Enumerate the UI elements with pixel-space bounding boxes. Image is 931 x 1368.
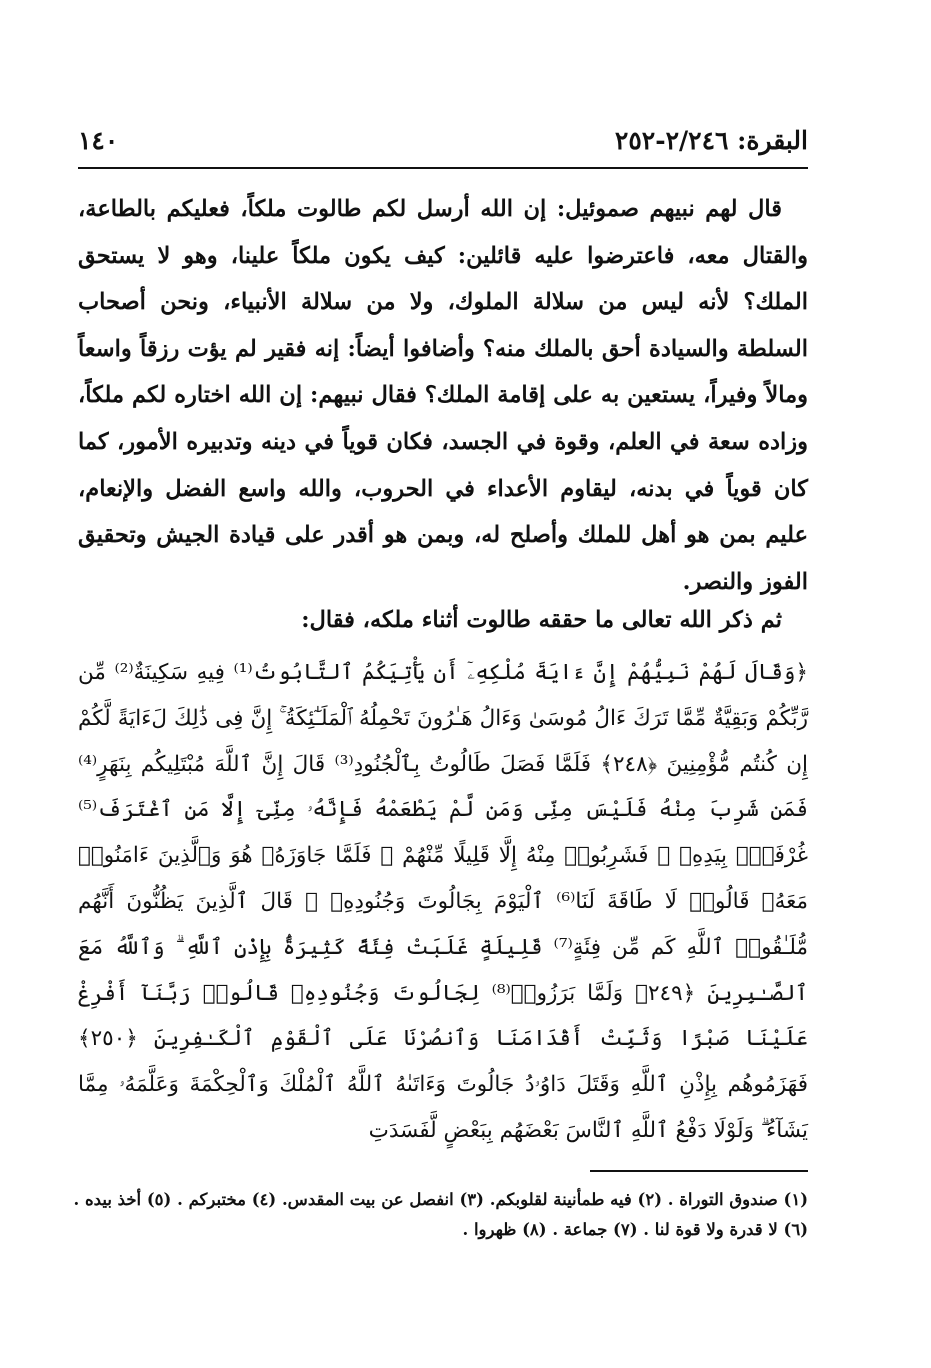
transition-line: ثم ذكر الله تعالى ما حققه طالوت أثناء ملكه، فقال: <box>301 607 782 633</box>
header-divider <box>78 167 808 169</box>
footnote-divider <box>590 1170 808 1172</box>
commentary-text <box>78 186 808 605</box>
quran-verses <box>78 650 808 1154</box>
page-number: ١٤٠ <box>78 126 119 155</box>
footnote-line-1: (١) صندوق التوراة . (٢) فيه طمأنينة لقلوبكم. (٣) انفصل عن بيت المقدس. (٤) مختبركم . (٥) أخذ بيده . <box>73 1190 808 1209</box>
commentary-paragraph: قال لهم نبيهم صموئيل: إن الله أرسل لكم طالوت ملكاً، فعليكم بالطاعة، والقتال معه، فاعترضوا عليه قائلين: كيف يكون ملكاً علينا، وهو لا يستحق الملك؟ لأنه ليس من سلالة الملوك، ولا من سلالة الأنبياء، ونحن أصحاب السلطة والسيادة أحق بالملك منه؟ وأضافوا أيضاً: إنه فقير لم يؤت رزقاً واسعاً ومالاً وفيراً، يستعين به على إقامة الملك؟ فقال نبيهم: إن الله اختاره لكم ملكاً، وزاده سعة في العلم، وقوة في الجسد، فكان قوياً في دينه وتدبيره الأمور، كما كان قوياً في بدنه، ليقاوم الأعداء في الحروب، والله واسع الفضل والإنعام، عليم بمن هو أهل للملك وأصلح له، وبمن هو أقدر على قيادة الجيش وتحقيق الفوز والنصر. <box>78 196 808 595</box>
footnote-line-2: (٦) لا قدرة ولا قوة لنا . (٧) جماعة . (٨) ظهروا . <box>462 1220 808 1239</box>
footnotes <box>73 1185 808 1245</box>
quran-text: ﴿وَقَالَ لَهُمْ نَبِيُّهُمْ إِنَّ ءَايَةَ مُلْكِهِۦٓ أَن يَأْتِيَكُمُ ٱلتَّابُوتُ⁽¹⁾ فِيهِ سَكِينَةٌ⁽²⁾ مِّن رَّبِّكُمْ وَبَقِيَّةٌ مِّمَّا تَرَكَ ءَالُ مُوسَىٰ وَءَالُ هَـٰرُونَ تَحْمِلُهُ ٱلْمَلَـٰٓئِكَةُ ۚ إِنَّ فِى ذَٰلِكَ لَءَايَةً لَّكُمْ إِن كُنتُم مُّؤْمِنِينَ ﴿٢٤٨﴾ فَلَمَّا فَصَلَ طَالُوتُ بِٱلْجُنُودِ⁽³⁾ قَالَ إِنَّ ٱللَّهَ مُبْتَلِيكُم بِنَهَرٍ⁽⁴⁾ فَمَن شَرِبَ مِنْهُ فَلَيْسَ مِنِّى وَمَن لَّمْ يَطْعَمْهُ فَإِنَّهُۥ مِنِّىٓ إِلَّا مَنِ ٱغْتَرَفَ⁽⁵⁾ غُرْفَةًۢ بِيَدِهِۦ ۚ فَشَرِبُوا۟ مِنْهُ إِلَّا قَلِيلًا مِّنْهُمْ ۚ فَلَمَّا جَاوَزَهُۥ هُوَ وَٱلَّذِينَ ءَامَنُوا۟ مَعَهُۥ قَالُوا۟ لَا طَاقَةَ لَنَا⁽⁶⁾ ٱلْيَوْمَ بِجَالُوتَ وَجُنُودِهِۦ ۚ قَالَ ٱلَّذِينَ يَظُنُّونَ أَنَّهُم مُّلَـٰقُوا۟ ٱللَّهِ كَم مِّن فِئَةٍ⁽⁷⁾ قَلِيلَةٍ غَلَبَتْ فِئَةً كَثِيرَةًۢ بِإِذْنِ ٱللَّهِ ۗ وَٱللَّهُ مَعَ ٱلصَّـٰبِرِينَ ﴿٢٤٩﴾ وَلَمَّا بَرَزُوا۟⁽⁸⁾ لِجَالُوتَ وَجُنُودِهِۦ قَالُوا۟ رَبَّنَآ أَفْرِغْ عَلَيْنَا صَبْرًا وَثَبِّتْ أَقْدَامَنَا وَٱنصُرْنَا عَلَى ٱلْقَوْمِ ٱلْكَـٰفِرِينَ ﴿٢٥٠﴾ فَهَزَمُوهُم بِإِذْنِ ٱللَّهِ وَقَتَلَ دَاوُۥدُ جَالُوتَ وَءَاتَىٰهُ ٱللَّهُ ٱلْمُلْكَ وَٱلْحِكْمَةَ وَعَلَّمَهُۥ مِمَّا يَشَآءُ ۗ وَلَوْلَا دَفْعُ ٱللَّهِ ٱلنَّاسَ بَعْضَهُم بِبَعْضٍ لَّفَسَدَتِ <box>78 660 809 1143</box>
running-title: البقرة: ٢/٢٤٦-٢٥٢ <box>614 126 808 155</box>
page-header <box>78 126 808 166</box>
